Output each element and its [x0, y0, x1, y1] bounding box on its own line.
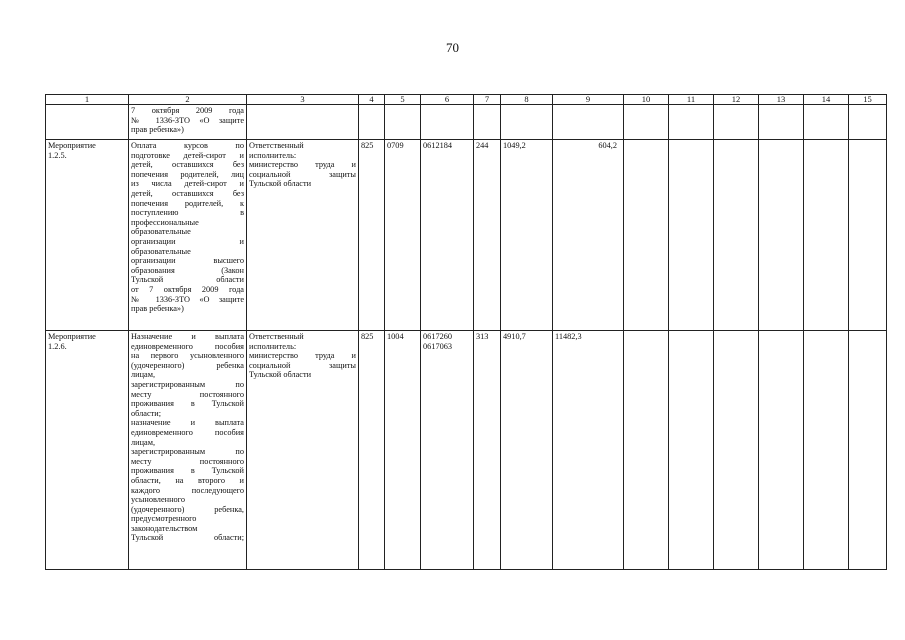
col-header: 1: [46, 95, 129, 105]
grbs-code: 825: [359, 140, 385, 331]
col-header: 9: [553, 95, 624, 105]
col-header: 11: [669, 95, 714, 105]
budget-table: [45, 94, 887, 570]
amount-col8: 4910,7: [501, 331, 553, 570]
expense-type-code: 313: [474, 331, 501, 570]
col-header: 15: [849, 95, 887, 105]
section-code: 0709: [385, 140, 421, 331]
col-header: 2: [129, 95, 247, 105]
description-cell: Назначение и выплата единовременного пособия на первого усыновленного (удочеренного) ребенка лицам, зарегистрированным по месту постоянного проживания в Тульской области; назначение и выплата единовременного пособия лицам, зарегистрированным по месту постоянного проживания в Тульской области, на второго и каждого последующего усыновленного (удочеренного) ребенка, предусмотренного законодательством Тульской области;: [129, 331, 247, 570]
grbs-code: 825: [359, 331, 385, 570]
col-header: 13: [759, 95, 804, 105]
amount-col9: 11482,3: [553, 331, 624, 570]
continuation-row: [46, 105, 887, 140]
col-header: 3: [247, 95, 359, 105]
col-header: 12: [714, 95, 759, 105]
amount-col9: 604,2: [553, 140, 624, 331]
header-row: [46, 95, 887, 105]
description-cell: Оплата курсов по подготовке детей-сирот и детей, оставшихся без попечения родителей, лиц из числа детей-сирот и детей, оставшихся без попечения родителей, к поступлению в профессиональные образовательные организации и образовательные организации высшего образования (Закон Тульской области от 7 октября 2009 года № 1336-ЗТО «О защите прав ребенка»): [129, 140, 247, 331]
expense-type-code: 244: [474, 140, 501, 331]
amount-col8: 1049,2: [501, 140, 553, 331]
col-header: 14: [804, 95, 849, 105]
target-article-code: 0617260 0617063: [421, 331, 474, 570]
col-header: 10: [624, 95, 669, 105]
target-article-code: 0612184: [421, 140, 474, 331]
responsible-cell: Ответственный исполнитель: министерство труда и социальной защиты Тульской области: [247, 331, 359, 570]
col-header: 7: [474, 95, 501, 105]
event-cell: Мероприятие 1.2.6.: [46, 331, 129, 570]
col-header: 6: [421, 95, 474, 105]
event-cell: Мероприятие 1.2.5.: [46, 140, 129, 331]
col-header: 8: [501, 95, 553, 105]
col-header: 5: [385, 95, 421, 105]
page-number: 70: [446, 40, 459, 55]
table-row: [46, 140, 887, 331]
table-row: [46, 331, 887, 570]
continuation-description: 7 октября 2009 года № 1336-ЗТО «О защите прав ребенка»): [129, 105, 247, 140]
col-header: 4: [359, 95, 385, 105]
responsible-cell: Ответственный исполнитель: министерство труда и социальной защиты Тульской области: [247, 140, 359, 331]
section-code: 1004: [385, 331, 421, 570]
